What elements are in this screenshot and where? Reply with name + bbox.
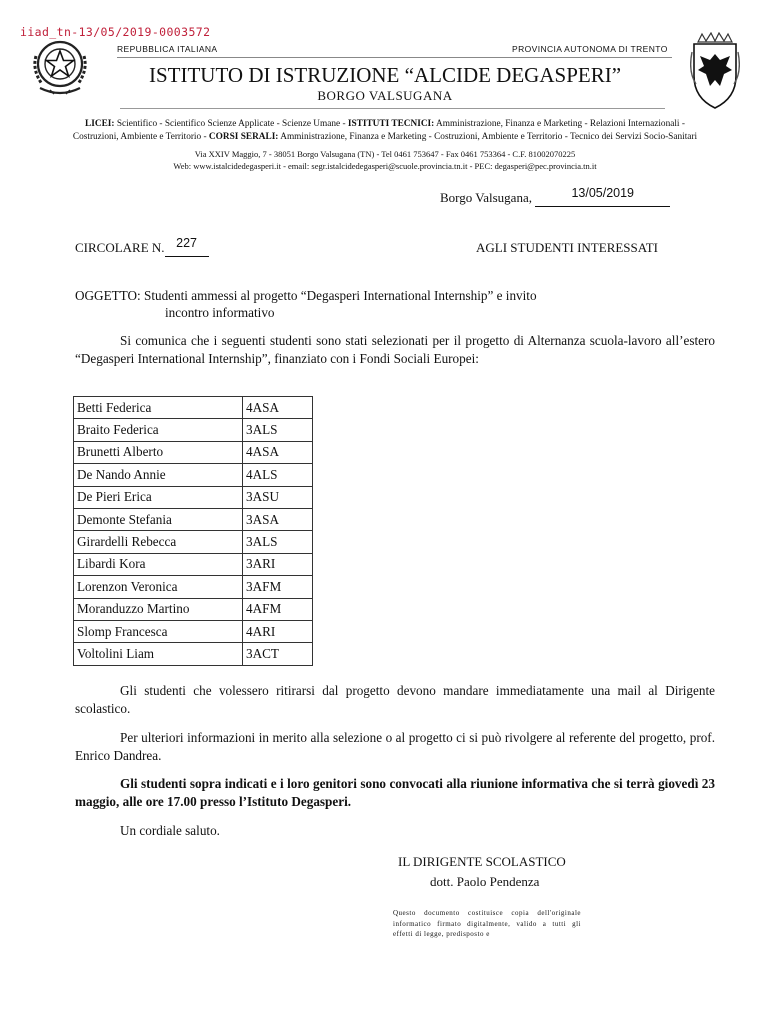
recipients: AGLI STUDENTI INTERESSATI	[476, 240, 658, 255]
student-class: 3ARI	[243, 553, 313, 575]
circolare-number-field	[165, 236, 209, 257]
table-row	[74, 397, 313, 419]
circolare-label: CIRCOLARE N.	[75, 240, 165, 255]
courses-list	[30, 118, 740, 144]
courses-tecnici-text: Amministrazione, Finanza e Marketing - Relazioni Internazionali -	[434, 119, 685, 129]
table-row	[74, 553, 313, 575]
web-email-line: Web: www.istalcidedegasperi.it - email: segr.istalcidedegasperi@scuole.provincia.tn.it - PEC: degasperi@pec.provincia.tn.it	[173, 161, 597, 171]
student-name: Braito Federica	[74, 419, 243, 441]
student-class: 4ARI	[243, 620, 313, 642]
courses-licei-label: LICEI:	[85, 119, 115, 129]
student-name: De Nando Annie	[74, 464, 243, 486]
student-class: 3ASU	[243, 486, 313, 508]
place-date	[440, 186, 670, 207]
signature-name: dott. Paolo Pendenza	[430, 874, 540, 889]
digital-signature-note: Questo documento costituisce copia dell'originale informatico firmato digitalmente, valido a tutti gli effetti di legge, predisposto e	[393, 909, 581, 938]
student-class: 4ALS	[243, 464, 313, 486]
students-table-body	[74, 397, 313, 666]
student-class: 4ASA	[243, 397, 313, 419]
courses-tecnici-label: ISTITUTI TECNICI:	[347, 119, 435, 129]
intro-paragraph: Si comunica che i seguenti studenti sono stati selezionati per il progetto di Alternanza scuola-lavoro all’estero “Degasperi International Internship”, finanziato con i Fondi Sociali Europei:	[75, 333, 715, 366]
date-field	[535, 186, 670, 207]
subject-line-1: OGGETTO: Studenti ammessi al progetto “Degasperi International Internship” e invito	[75, 288, 537, 303]
info-paragraph: Per ulteriori informazioni in merito alla selezione o al progetto ci si può rivolgere al referente del progetto, prof. Enrico Dandrea.	[75, 730, 715, 763]
address-line: Via XXIV Maggio, 7 - 38051 Borgo Valsugana (TN) - Tel 0461 753647 - Fax 0461 753364 - C.F. 81002070225	[194, 149, 576, 159]
student-class: 3ACT	[243, 643, 313, 665]
title-divider	[120, 108, 665, 109]
place: Borgo Valsugana,	[440, 190, 532, 205]
table-row	[74, 576, 313, 598]
circolare-line	[75, 236, 209, 257]
student-class: 4AFM	[243, 598, 313, 620]
subject	[75, 287, 725, 321]
student-class: 3AFM	[243, 576, 313, 598]
table-row	[74, 486, 313, 508]
courses-line-2	[30, 131, 740, 144]
table-row	[74, 531, 313, 553]
circolare-number: 227	[176, 236, 197, 250]
withdraw-paragraph: Gli studenti che volessero ritirarsi dal progetto devono mandare immediatamente una mail al Dirigente scolastico.	[75, 683, 715, 716]
courses-licei-text: Scientifico - Scientifico Scienze Applicate - Scienze Umane -	[114, 119, 348, 129]
table-row	[74, 620, 313, 642]
student-name: Lorenzon Veronica	[74, 576, 243, 598]
student-class: 3ALS	[243, 531, 313, 553]
courses-serali-text: Amministrazione, Finanza e Marketing - Costruzioni, Ambiente e Territorio - Tecnico dei Servizi Socio-Sanitari	[278, 132, 698, 142]
closing-paragraph: Un cordiale saluto.	[120, 823, 220, 838]
courses-tecnici-cont: Costruzioni, Ambiente e Territorio -	[72, 132, 209, 142]
courses-line-1	[30, 118, 740, 131]
table-row	[74, 508, 313, 530]
student-name: Moranduzzo Martino	[74, 598, 243, 620]
contact-block	[0, 148, 770, 172]
table-row	[74, 598, 313, 620]
republic-label: REPUBBLICA ITALIANA	[117, 44, 218, 54]
student-name: Girardelli Rebecca	[74, 531, 243, 553]
date-value: 13/05/2019	[571, 186, 634, 200]
table-row	[74, 464, 313, 486]
student-name: Betti Federica	[74, 397, 243, 419]
table-row	[74, 419, 313, 441]
student-class: 3ALS	[243, 419, 313, 441]
institute-city: BORGO VALSUGANA	[317, 88, 453, 103]
student-name: De Pieri Erica	[74, 486, 243, 508]
meeting-paragraph: Gli studenti sopra indicati e i loro genitori sono convocati alla riunione informativa che si terrà giovedì 23 maggio, alle ore 17.00 presso l’Istituto Degasperi.	[75, 776, 715, 809]
student-name: Voltolini Liam	[74, 643, 243, 665]
student-class: 4ASA	[243, 441, 313, 463]
courses-serali-label: CORSI SERALI:	[208, 132, 279, 142]
student-name: Libardi Kora	[74, 553, 243, 575]
signature-title: IL DIRIGENTE SCOLASTICO	[398, 854, 566, 869]
student-name: Demonte Stefania	[74, 508, 243, 530]
table-row	[74, 441, 313, 463]
header-divider	[117, 57, 672, 58]
student-name: Brunetti Alberto	[74, 441, 243, 463]
institute-title: ISTITUTO DI ISTRUZIONE “ALCIDE DEGASPERI”	[148, 63, 622, 87]
student-name: Slomp Francesca	[74, 620, 243, 642]
table-row	[74, 643, 313, 665]
subject-line-2: incontro informativo	[165, 305, 275, 320]
students-table	[73, 396, 313, 666]
protocol-stamp: iiad_tn-13/05/2019-0003572	[20, 25, 211, 39]
student-class: 3ASA	[243, 508, 313, 530]
province-label: PROVINCIA AUTONOMA DI TRENTO	[512, 44, 668, 54]
